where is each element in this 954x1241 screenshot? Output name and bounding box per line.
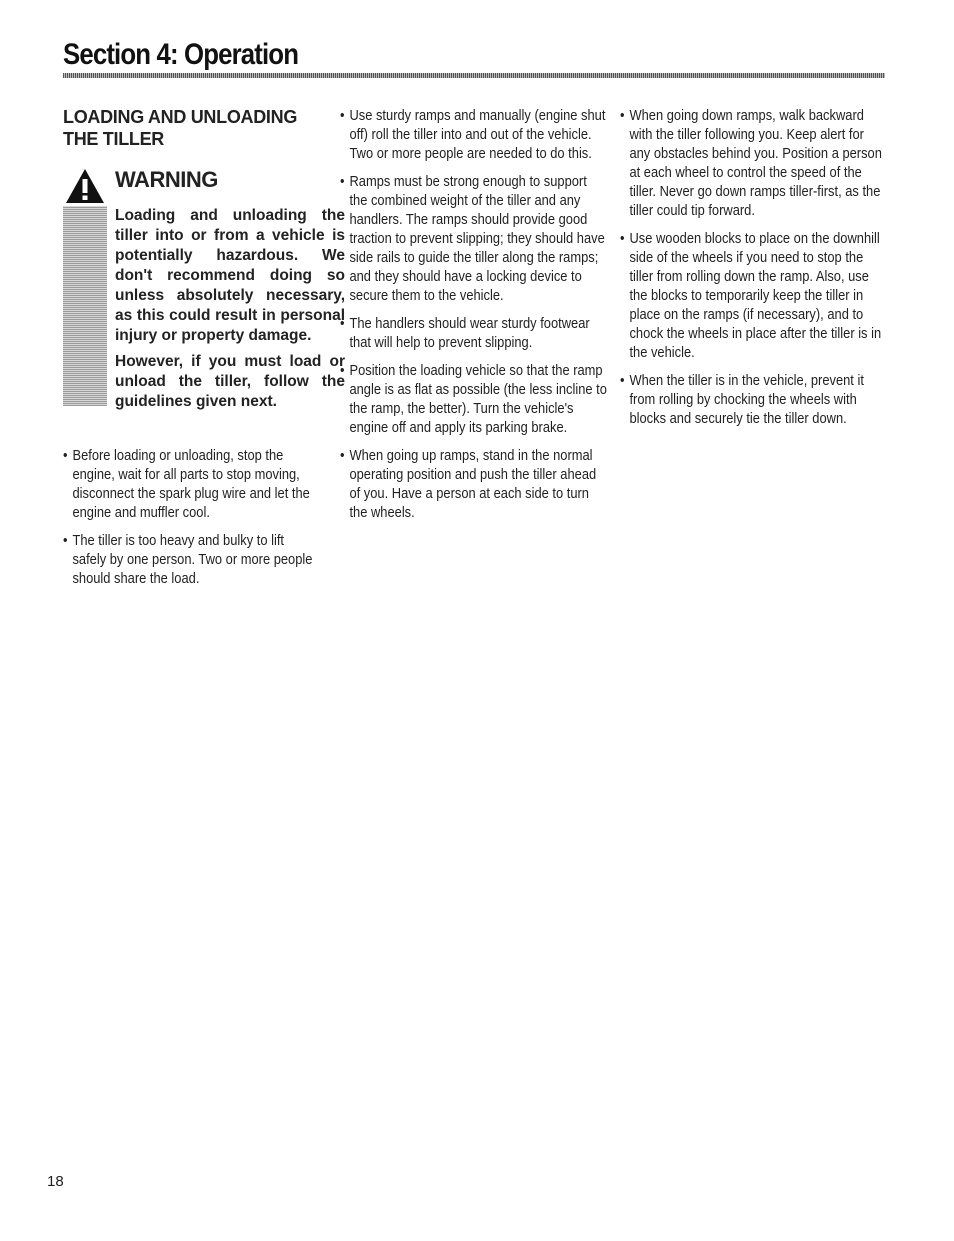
warning-box	[63, 166, 345, 414]
list-item: • Use wooden blocks to place on the downhill side of the wheels if you need to stop the tiller from rolling down the ramp. Also, use the blocks to temporarily keep the tiller in place on the ramps (if necessary), and to chock the wheels in place after the tiller is in the vehicle.	[620, 229, 887, 362]
list-item: • Use sturdy ramps and manually (engine shut off) roll the tiller into and out of the vehicle. Two or more people are needed to do this.	[340, 106, 607, 163]
column-2	[340, 106, 608, 531]
page-number: 18	[47, 1173, 64, 1190]
subsection-heading: LOADING AND UNLOADING THE TILLER	[63, 107, 298, 149]
warning-triangle-icon	[63, 166, 107, 206]
title-divider	[63, 73, 885, 78]
warning-paragraph-2: However, if you must load or unload the tiller, follow the guidelines given next.	[115, 353, 345, 410]
list-item: • When going down ramps, walk backward with the tiller following you. Keep alert for any obstacles behind you. Position a person at each wheel to control the speed of the tiller. Never go down ramps tiller-first, as the tiller could tip forward.	[620, 106, 887, 220]
warning-paragraph-1: Loading and unloading the tiller into or from a vehicle is potentially hazardous. We don't recommend doing so unless absolutely necessary, as this could result in personal injury or property damage.	[115, 207, 345, 344]
list-item: • Before loading or unloading, stop the engine, wait for all parts to stop moving, disconnect the spark plug wire and let the engine and muffler cool.	[63, 446, 318, 522]
list-item: • The tiller is too heavy and bulky to lift safely by one person. Two or more people should share the load.	[63, 531, 318, 588]
list-item: • When the tiller is in the vehicle, prevent it from rolling by chocking the wheels with blocks and securely tie the tiller down.	[620, 371, 887, 428]
bullet-list-col2	[340, 106, 607, 522]
warning-text	[115, 206, 345, 418]
bullet-list-col1	[63, 446, 318, 588]
column-1	[63, 106, 345, 597]
list-item: • Position the loading vehicle so that the ramp angle is as flat as possible (the less incline to the ramp, the better). Turn the vehicle's engine off and apply its parking brake.	[340, 361, 607, 437]
list-item: • When going up ramps, stand in the normal operating position and push the tiller ahead of you. Have a person at each side to turn the wheels.	[340, 446, 607, 522]
list-item: • Ramps must be strong enough to support the combined weight of the tiller and any handlers. The ramps should provide good traction to prevent slipping; they should have side rails to guide the tiller along the ramps; and they should have a locking device to secure them to the vehicle.	[340, 172, 607, 305]
section-title: Section 4: Operation	[63, 38, 299, 71]
column-3	[620, 106, 888, 437]
warning-title: WARNING	[115, 167, 218, 192]
list-item: • The handlers should wear sturdy footwear that will help to prevent slipping.	[340, 314, 607, 352]
bullet-list-col3	[620, 106, 887, 428]
